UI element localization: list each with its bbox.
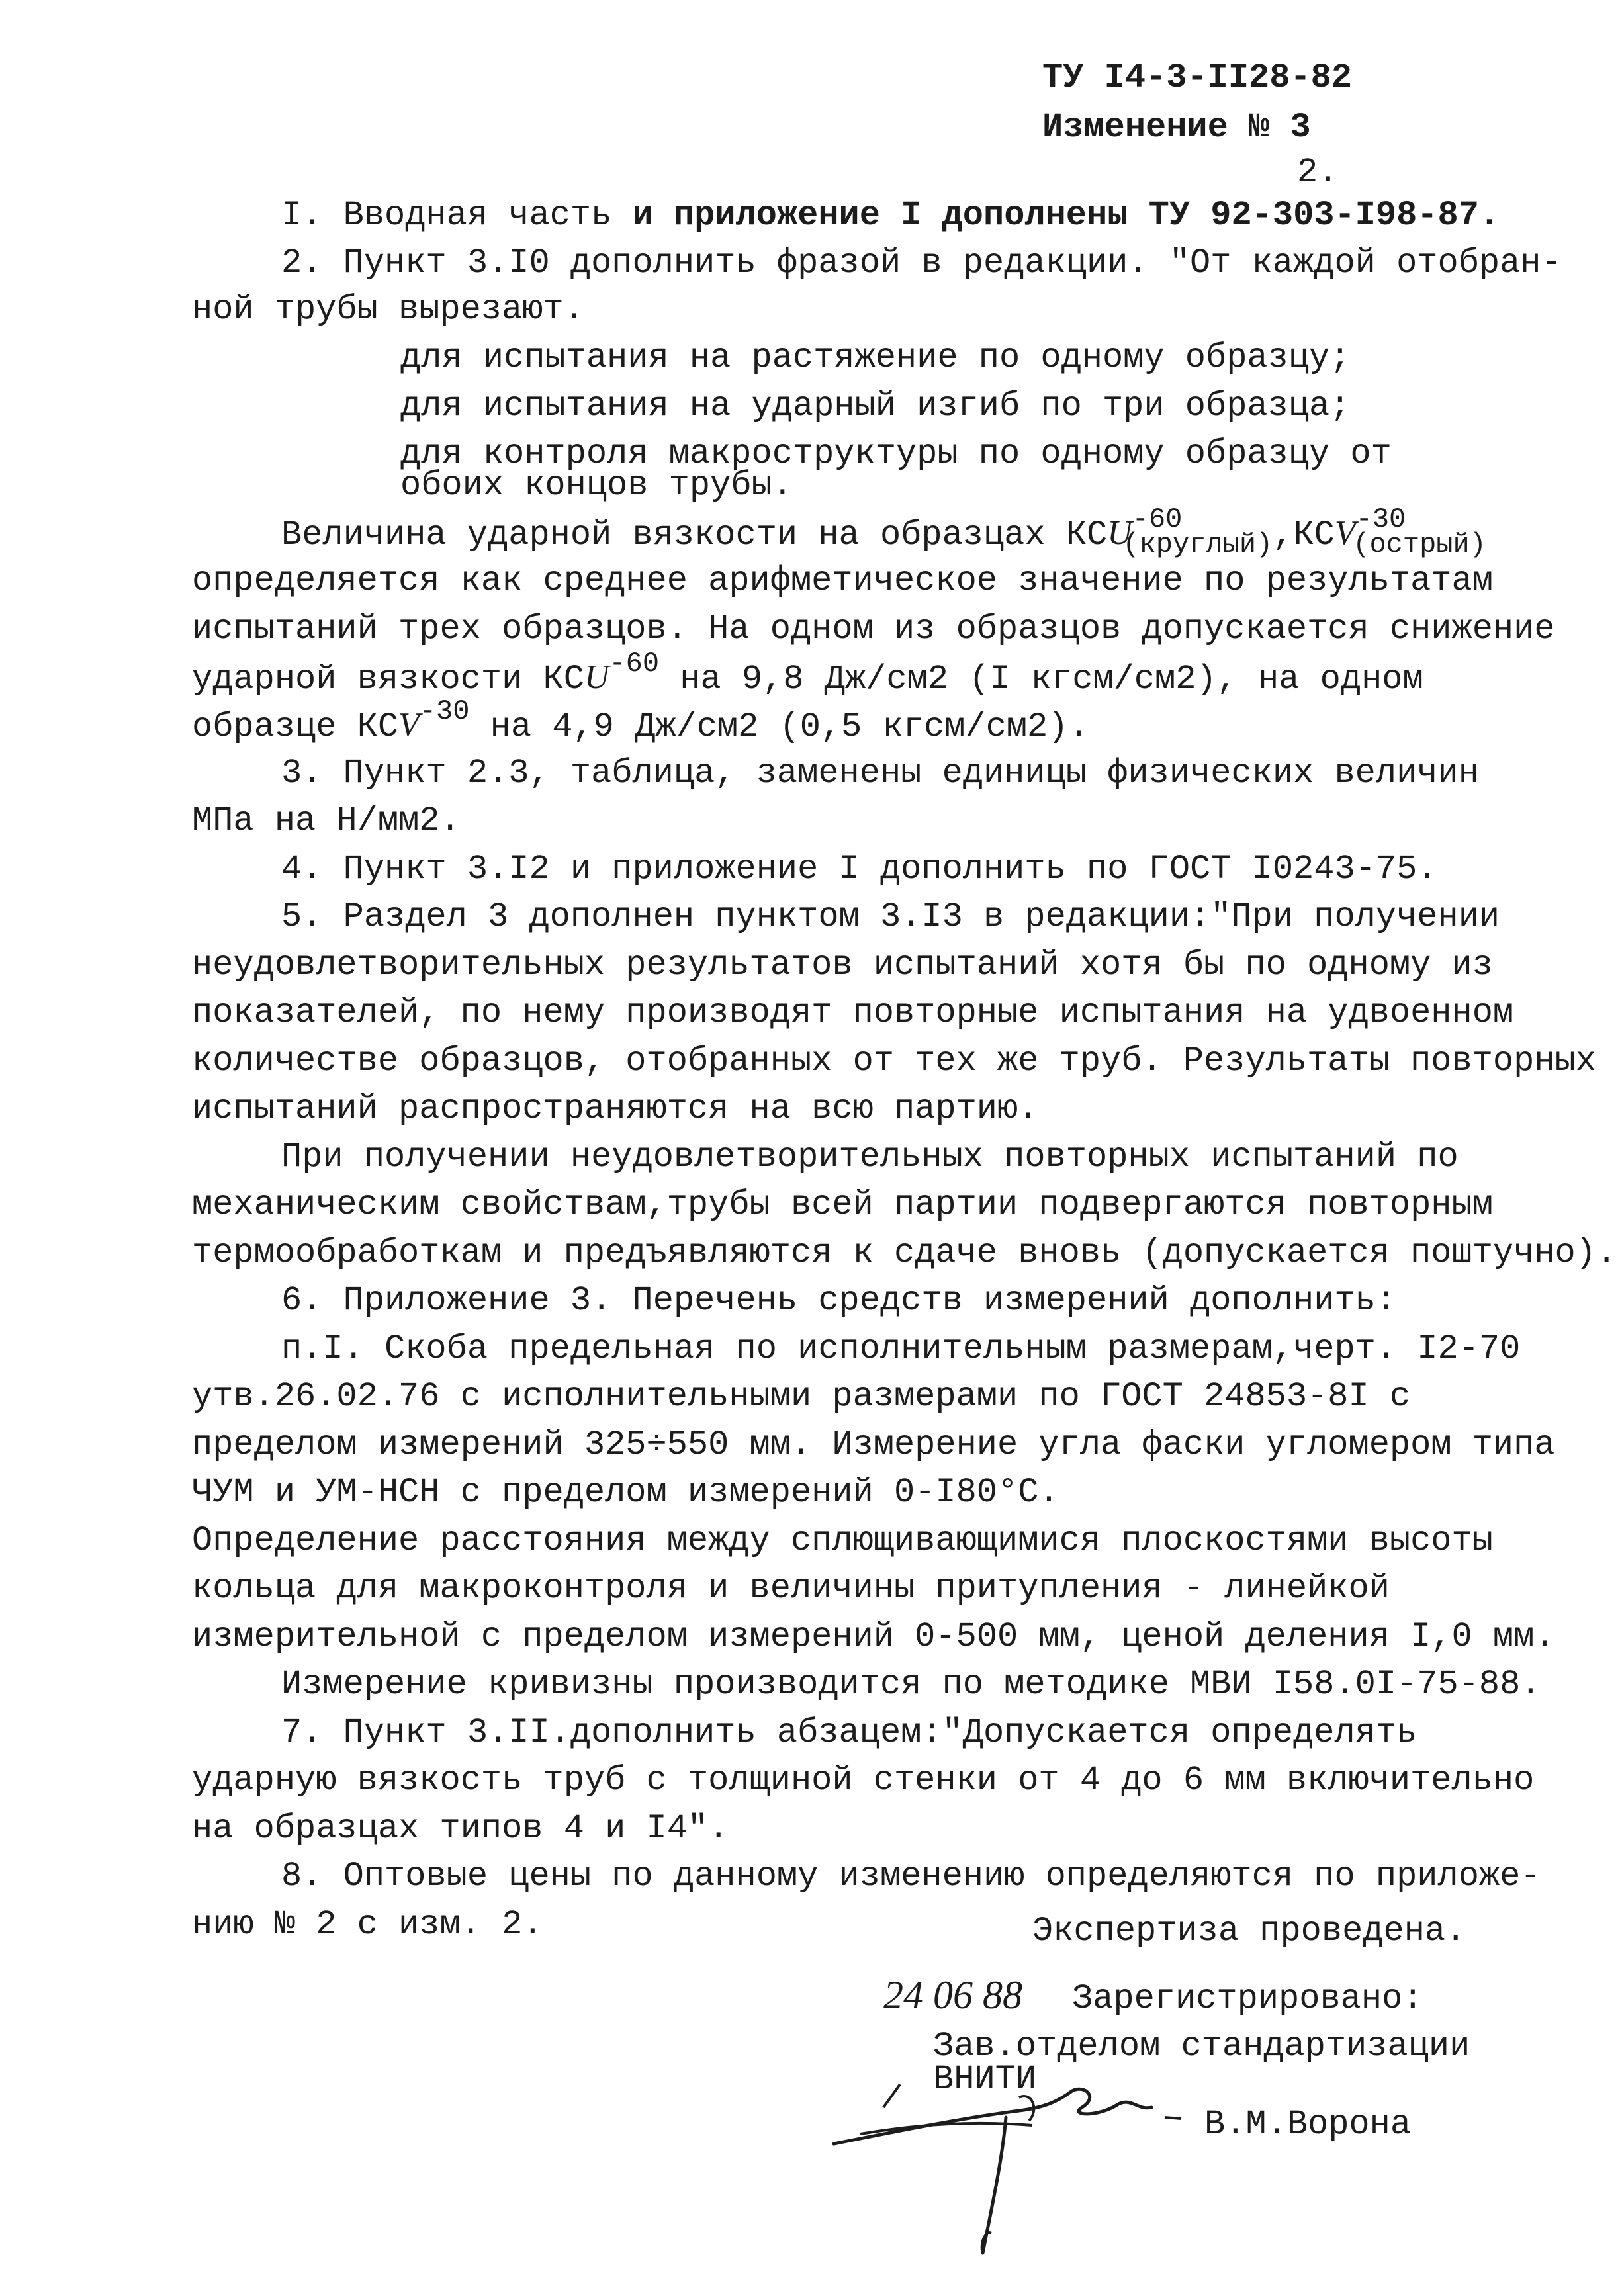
notch-u: U [1107,514,1132,552]
paragraph-line: на образцах типов 4 и I4". [192,1809,729,1848]
line-text: образце КС [192,707,399,746]
notch-v: V [1334,514,1356,552]
paragraph-line: ЧУМ и УМ-НСН с пределом измерений 0-I80°С. [192,1473,1059,1512]
paragraph-line: механическим свойствам,трубы всей партии подвергаются повторным [192,1185,1493,1224]
paragraph-line: измерительной с пределом измерений 0-500 мм, ценой деления I,0 мм. [192,1617,1555,1656]
paragraph-line: 8. Оптовые цены по данному изменению определяются по приложе- [281,1857,1541,1896]
paragraph-line: 2. Пункт 3.I0 дополнить фразой в редакции. "От каждой отобран- [281,243,1562,283]
paragraph-line: кольца для макроконтроля и величины притупления - линейкой [192,1569,1390,1608]
temp-superscript: -60 [1132,504,1183,535]
paragraph-line: нию № 2 с изм. 2. [192,1905,543,1944]
paragraph-line: ударную вязкость труб с толщиной стенки от 4 до 6 мм включительно [192,1761,1535,1800]
notch-u: U [584,658,609,696]
paragraph-line: пределом измерений 325÷550 мм. Измерение угла фаски угломером типа [192,1425,1555,1464]
handwritten-date: 24 06 88 [883,1973,1022,2017]
paragraph-line: п.I. Скоба предельная по исполнительным размерам,черт. I2-70 [281,1329,1521,1368]
temp-superscript: -30 [1355,504,1406,535]
line-text: на 4,9 Дж/см2 (0,5 кгсм/см2). [469,707,1089,746]
paragraph-line: МПа на Н/мм2. [192,801,461,840]
paragraph-line [192,648,1423,699]
notch-v: V [398,706,420,744]
paragraph-line: 6. Приложение 3. Перечень средств измерений дополнить: [281,1281,1397,1320]
line-text: ударной вязкости КС [192,660,584,699]
list-item: для испытания на растяжение по одному образцу; [400,338,1351,377]
institute-name: ВНИТИ [933,2060,1037,2099]
signatory-name: В.М.Ворона [1204,2105,1412,2144]
impact-intro: Величина ударной вязкости на образцах КС [281,515,1108,554]
temp-superscript: -30 [419,695,470,727]
paragraph-line: количестве образцов, отобранных от тех же труб. Результаты повторных [192,1041,1596,1081]
registered-label: Зарегистрировано: [1072,1979,1423,2018]
paragraph-line: 4. Пункт 3.I2 и приложение I дополнить по ГОСТ I0243-75. [281,850,1438,889]
paragraph-line: испытаний распространяются на всю партию. [192,1089,1039,1128]
paragraph-line: показателей, по нему производят повторные испытания на удвоенном [192,993,1514,1032]
paragraph-line: неудовлетворительных результатов испытаний хотя бы по одному из [192,946,1493,985]
notch-round-label: (круглый) [1122,529,1273,560]
paragraph-line: 3. Пункт 2.3, таблица, заменены единицы физических величин [281,754,1479,793]
impact-separator: ,КС [1273,515,1335,554]
change-number: Изменение № 3 [1042,108,1311,147]
list-item: обоих концов трубы. [400,466,793,505]
temp-superscript: -60 [609,648,660,680]
item1-addition: и приложение I дополнены ТУ 92-303-I98-87. [632,196,1500,235]
expertise-note: Экспертиза проведена. [1032,1912,1466,1951]
paragraph-line: определяется как среднее арифметическое значение по результатам [192,561,1493,600]
signature-image [821,2071,1231,2270]
paragraph-line: испытаний трех образцов. На одном из образцов допускается снижение [192,609,1555,648]
paragraph-line [281,504,1486,560]
line-text: на 9,8 Дж/см2 (I кгсм/см2), на одном [659,660,1423,699]
paragraph-line: При получении неудовлетворительных повторных испытаний по [281,1137,1459,1176]
paragraph-line: утв.26.02.76 с исполнительными размерами по ГОСТ 24853-8I с [192,1377,1411,1416]
list-item: для контроля макроструктуры по одному образцу от [400,434,1392,473]
paragraph-line: термообработкам и предъявляются к сдаче вновь (допускается поштучно). [192,1233,1617,1272]
paragraph-line [192,695,1089,746]
department-head-title: Зав.отделом стандартизации [933,2027,1470,2066]
notch-sharp-label: (острый) [1353,529,1486,560]
page-number: 2. [1297,153,1339,192]
paragraph-line: ной трубы вырезают. [192,290,584,329]
paragraph-line: 5. Раздел 3 дополнен пунктом 3.I3 в редакции:"При получении [281,897,1500,936]
item1-text: I. Вводная часть [281,196,633,235]
paragraph-line: Измерение кривизны производится по методике МВИ I58.0I-75-88. [281,1665,1541,1704]
doc-code: ТУ I4-3-II28-82 [1042,58,1353,97]
paragraph-line: 7. Пункт 3.II.дополнить абзацем:"Допускается определять [281,1713,1418,1752]
list-item: для испытания на ударный изгиб по три образца; [400,386,1351,425]
paragraph-line [281,196,1500,235]
paragraph-line: Определение расстояния между сплющивающимися плоскостями высоты [192,1521,1493,1560]
